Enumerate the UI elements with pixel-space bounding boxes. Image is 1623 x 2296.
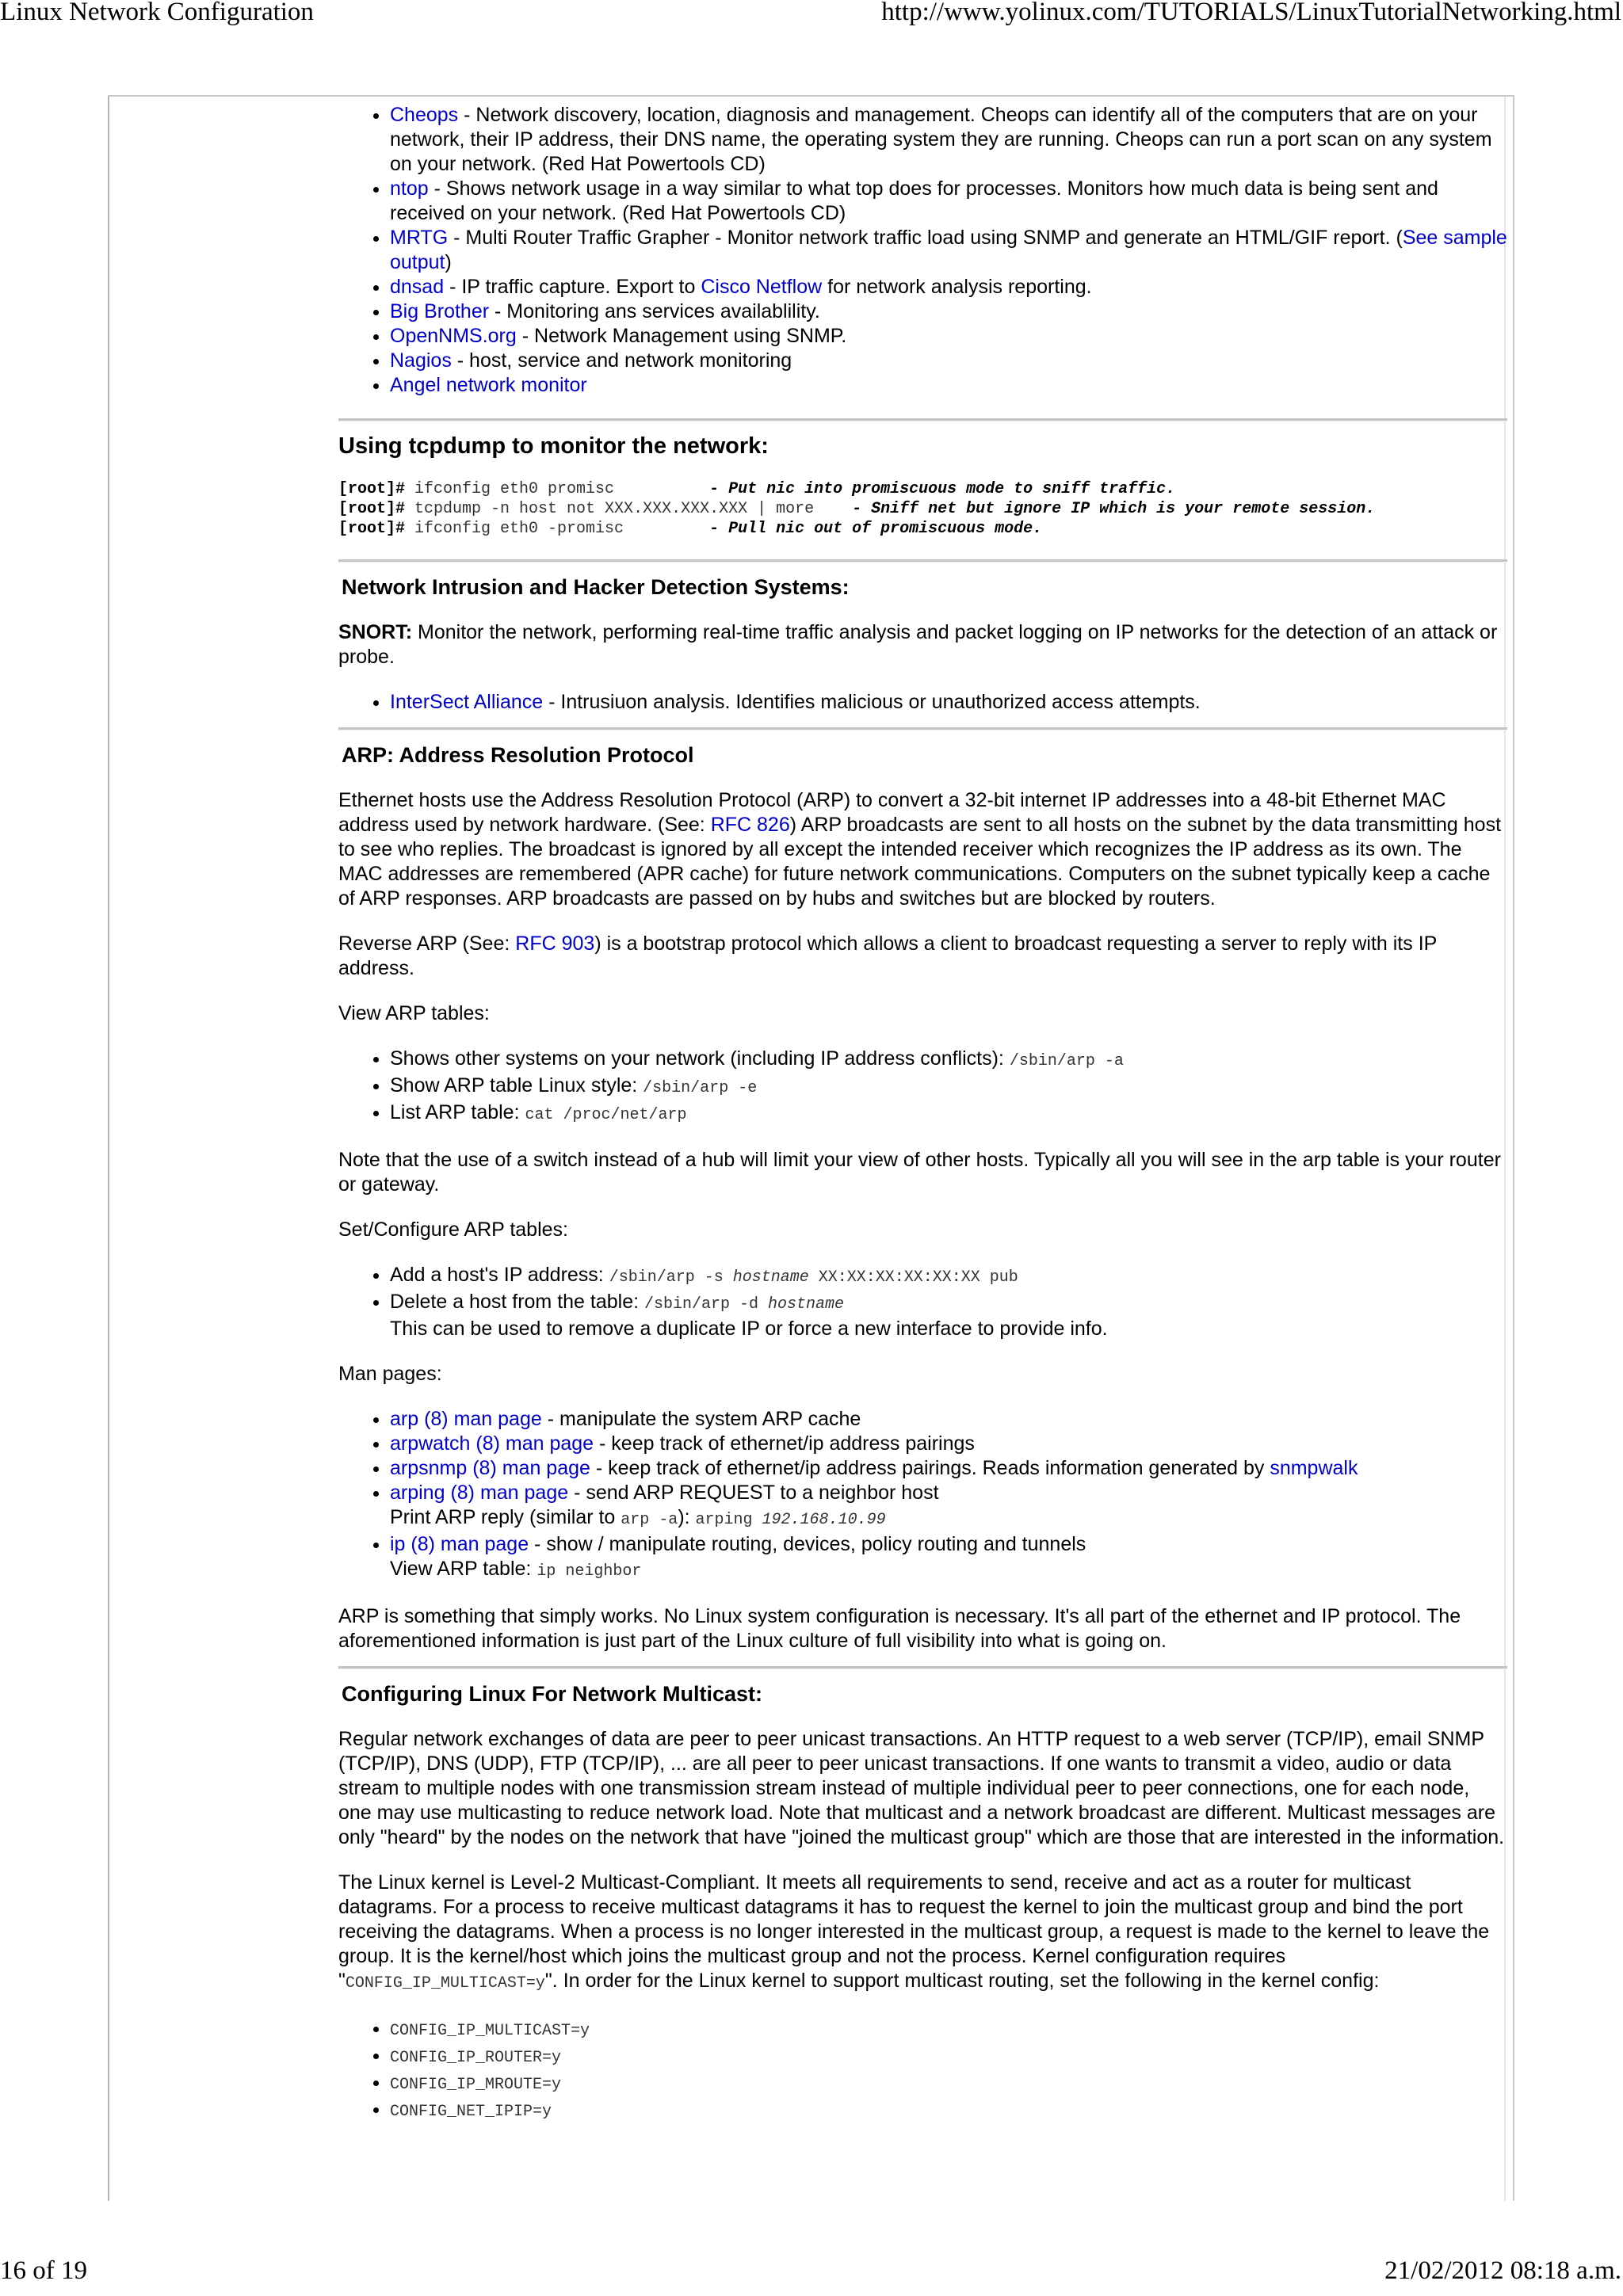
list-item-text: List ARP table: bbox=[390, 1101, 525, 1123]
rfc-826-link[interactable]: RFC 826 bbox=[710, 814, 790, 836]
arp-heading: ARP: Address Resolution Protocol bbox=[342, 743, 694, 767]
code-comment: - Sniff net but ignore IP which is your remote session. bbox=[852, 500, 1376, 518]
section-divider bbox=[338, 418, 1507, 421]
tcpdump-code-block bbox=[338, 479, 1507, 539]
paragraph-text: The Linux kernel is Level-2 Multicast-Compliant. It meets all requirements to send, receive and act as a router for multicast datagrams. For a process to receive multicast datagrams it has to request the kernel to join the multicast group and bind the port receiving the datagrams. When a process is no longer interested in the multicast group, a request is made to the kernel to leave the group. It is the kernel/host which joins the multicast group and not the process. Kernel configuration requires " bbox=[338, 1871, 1490, 1992]
list-item bbox=[390, 1047, 1507, 1074]
multicast-heading: Configuring Linux For Network Multicast: bbox=[342, 1682, 762, 1706]
snmpwalk-link[interactable]: snmpwalk bbox=[1270, 1457, 1358, 1479]
list-item-text: - show / manipulate routing, devices, policy routing and tunnels bbox=[529, 1533, 1086, 1555]
list-item-text: - send ARP REQUEST to a neighbor host bbox=[568, 1482, 939, 1504]
list-item-text: Add a host's IP address: bbox=[390, 1264, 609, 1286]
list-item bbox=[390, 1532, 1507, 1584]
print-footer-page: 16 of 19 bbox=[0, 2256, 87, 2285]
list-item-text: - Network discovery, location, diagnosis and management. Cheops can identify all of the computers that are on your network, their IP address, their DNS name, the operating system they are running. Cheops can run a port scan on any system on your network. (Red Hat Powertools CD) bbox=[390, 104, 1492, 175]
code-comment: - Put nic into promiscuous mode to sniff traffic. bbox=[709, 480, 1176, 498]
paragraph-text: ". In order for the Linux kernel to support multicast routing, set the following in the kernel config: bbox=[544, 1970, 1380, 1992]
shell-command: ifconfig eth0 -promisc bbox=[405, 520, 710, 538]
list-item bbox=[390, 1290, 1507, 1341]
list-item-subtext: Print ARP reply (similar to arp -a): arping 192.168.10.99 bbox=[390, 1506, 886, 1529]
paragraph-text: ) ARP broadcasts are sent to all hosts on the subnet by the data transmitting host to see who replies. The broadcast is ignored by all except the intended receiver which recognizes the IP address as its own. The MAC addresses are remembered (APR cache) for future network communications. Computers on the subnet typically keep a cache of ARP responses. ARP broadcasts are passed on by hubs and switches but are blocked by routers. bbox=[338, 814, 1502, 910]
print-header-url: http://www.yolinux.com/TUTORIALS/LinuxTutorialNetworking.html bbox=[881, 0, 1621, 26]
list-item-text: ) bbox=[445, 251, 452, 273]
arp-paragraph-1 bbox=[338, 788, 1507, 911]
arp-paragraph-2 bbox=[338, 932, 1507, 981]
list-item bbox=[390, 299, 1507, 324]
intrusion-heading: Network Intrusion and Hacker Detection Systems: bbox=[342, 575, 850, 599]
list-item-text: - Multi Router Traffic Grapher - Monitor network traffic load using SNMP and generate an HTML/GIF report. ( bbox=[448, 227, 1403, 249]
list-item-text: - keep track of ethernet/ip address pairings bbox=[594, 1432, 975, 1455]
big-brother-link[interactable]: Big Brother bbox=[390, 300, 490, 322]
shell-prompt: [root]# bbox=[338, 520, 406, 538]
list-item bbox=[390, 1456, 1507, 1481]
shell-prompt: [root]# bbox=[338, 480, 406, 498]
opennms-link[interactable]: OpenNMS.org bbox=[390, 325, 517, 347]
set-arp-label: Set/Configure ARP tables: bbox=[338, 1219, 568, 1241]
inline-code: /sbin/arp -s hostname XX:XX:XX:XX:XX:XX pub bbox=[609, 1268, 1018, 1287]
list-item-text: - Shows network usage in a way similar to what top does for processes. Monitors how much data is being sent and received on your network. (Red Hat Powertools CD) bbox=[390, 177, 1438, 224]
paragraph-text: Ethernet hosts use the Address Resolution Protocol (ARP) to convert a 32-bit internet IP addresses into a 48-bit Ethernet MAC address used by network hardware. (See: bbox=[338, 789, 1446, 836]
page-content bbox=[338, 95, 1507, 2203]
list-item bbox=[390, 349, 1507, 373]
man-pages-label: Man pages: bbox=[338, 1363, 442, 1385]
list-item-text: for network analysis reporting. bbox=[822, 276, 1092, 298]
code-comment: - Pull nic out of promiscuous mode. bbox=[709, 520, 1043, 538]
print-header-title: Linux Network Configuration bbox=[0, 0, 314, 26]
list-item-text: Shows other systems on your network (including IP address conflicts): bbox=[390, 1047, 1010, 1070]
nagios-link[interactable]: Nagios bbox=[390, 349, 452, 372]
left-column-border bbox=[108, 97, 109, 2201]
list-item bbox=[390, 2043, 1507, 2070]
list-item bbox=[390, 1432, 1507, 1456]
arpsnmp-man-page-link[interactable]: arpsnmp (8) man page bbox=[390, 1457, 590, 1479]
list-item bbox=[390, 1074, 1507, 1100]
view-arp-label: View ARP tables: bbox=[338, 1002, 490, 1024]
inline-code: CONFIG_IP_MROUTE=y bbox=[390, 2076, 562, 2094]
multicast-paragraph-2 bbox=[338, 1871, 1507, 1996]
monitor-tools-list bbox=[338, 103, 1507, 398]
inline-code: CONFIG_IP_MULTICAST=y bbox=[345, 1974, 545, 1993]
list-item bbox=[390, 177, 1507, 226]
list-item bbox=[390, 2016, 1507, 2043]
shell-command: tcpdump -n host not XXX.XXX.XXX.XXX | more bbox=[405, 500, 853, 518]
arpwatch-man-page-link[interactable]: arpwatch (8) man page bbox=[390, 1432, 594, 1455]
right-column-border bbox=[1513, 97, 1514, 2201]
view-arp-list bbox=[338, 1047, 1507, 1127]
list-item bbox=[390, 690, 1507, 715]
arp-closing-paragraph: ARP is something that simply works. No Linux system configuration is necessary. It's all part of the ethernet and IP protocol. The aforementioned information is just part of the Linux culture of full visibility into what is going on. bbox=[338, 1605, 1461, 1652]
list-item bbox=[390, 103, 1507, 177]
inline-code: CONFIG_NET_IPIP=y bbox=[390, 2103, 552, 2121]
list-item bbox=[390, 2070, 1507, 2097]
print-footer-datetime: 21/02/2012 08:18 a.m. bbox=[1384, 2256, 1621, 2285]
section-divider bbox=[338, 727, 1507, 730]
shell-prompt: [root]# bbox=[338, 500, 406, 518]
list-item bbox=[390, 1263, 1507, 1290]
list-item bbox=[390, 324, 1507, 349]
list-item-text: - host, service and network monitoring bbox=[451, 349, 792, 372]
list-item bbox=[390, 275, 1507, 299]
paragraph-text: ) is a bootstrap protocol which allows a client to broadcast requesting a server to reply with its IP address. bbox=[338, 933, 1437, 979]
list-item bbox=[390, 2097, 1507, 2124]
clipped-previous-line bbox=[338, 95, 1507, 98]
list-item-text: - manipulate the system ARP cache bbox=[541, 1408, 861, 1430]
list-item-text: Show ARP table Linux style: bbox=[390, 1074, 643, 1097]
arping-man-page-link[interactable]: arping (8) man page bbox=[390, 1482, 569, 1504]
arp-man-page-link[interactable]: arp (8) man page bbox=[390, 1408, 542, 1430]
mrtg-sample-output-link[interactable]: See sample output bbox=[390, 227, 1507, 273]
section-divider bbox=[338, 559, 1507, 563]
section-divider bbox=[338, 1666, 1507, 1669]
angel-network-monitor-link[interactable]: Angel network monitor bbox=[390, 374, 587, 396]
cisco-netflow-link[interactable]: Cisco Netflow bbox=[701, 276, 823, 298]
list-item-text: - IP traffic capture. Export to bbox=[444, 276, 701, 298]
list-item-text: - Intrusiuon analysis. Identifies malicious or unauthorized access attempts. bbox=[543, 691, 1201, 713]
list-item bbox=[390, 226, 1507, 275]
tcpdump-heading: Using tcpdump to monitor the network: bbox=[338, 433, 769, 459]
list-item bbox=[390, 1100, 1507, 1127]
inline-code: cat /proc/net/arp bbox=[525, 1106, 687, 1124]
shell-command: ifconfig eth0 promisc bbox=[405, 480, 710, 498]
list-item-subtext: This can be used to remove a duplicate IP or force a new interface to provide info. bbox=[390, 1318, 1108, 1340]
inline-code: /sbin/arp -d hostname bbox=[644, 1295, 845, 1314]
snort-text: Monitor the network, performing real-time traffic analysis and packet logging on IP networks for the detection of an attack or probe. bbox=[338, 621, 1498, 668]
dnsad-link[interactable]: dnsad bbox=[390, 276, 445, 298]
man-pages-list bbox=[338, 1407, 1507, 1584]
switch-note: Note that the use of a switch instead of a hub will limit your view of other hosts. Typically all you will see in the arp table is your router or gateway. bbox=[338, 1149, 1501, 1196]
list-item-text: - Monitoring ans services availablility. bbox=[489, 300, 820, 322]
kernel-config-list bbox=[338, 2016, 1507, 2124]
list-item bbox=[390, 373, 1507, 398]
set-arp-list bbox=[338, 1263, 1507, 1341]
inline-code: /sbin/arp -a bbox=[1009, 1052, 1124, 1070]
snort-paragraph bbox=[338, 620, 1507, 669]
list-item-text: - keep track of ethernet/ip address pairings. Reads information generated by bbox=[590, 1457, 1270, 1479]
cheops-link[interactable]: Cheops bbox=[390, 104, 459, 126]
ip-man-page-link[interactable]: ip (8) man page bbox=[390, 1533, 529, 1555]
snort-label: SNORT: bbox=[338, 621, 413, 643]
rfc-903-link[interactable]: RFC 903 bbox=[515, 933, 595, 955]
ntop-link[interactable]: ntop bbox=[390, 177, 429, 200]
inline-code: /sbin/arp -e bbox=[643, 1079, 758, 1097]
inline-code: CONFIG_IP_ROUTER=y bbox=[390, 2049, 562, 2067]
list-item bbox=[390, 1481, 1507, 1532]
multicast-paragraph-1: Regular network exchanges of data are peer to peer unicast transactions. An HTTP request to a web server (TCP/IP), email SNMP (TCP/IP), DNS (UDP), FTP (TCP/IP), ... are all peer to peer unicast transactions. If one wants to transmit a video, audio or data stream to multiple nodes with one transmission stream instead of multiple individual peer to peer connections, one for each node, one may use multicasting to reduce network load. Note that multicast and a network broadcast are different. Multicast messages are only "heard" by the nodes on the network that have "joined the multicast group" which are those that are interested in the information. bbox=[338, 1728, 1505, 1848]
intrusion-list bbox=[338, 690, 1507, 715]
list-item-subtext: View ARP table: ip neighbor bbox=[390, 1558, 642, 1581]
inline-code: CONFIG_IP_MULTICAST=y bbox=[390, 2022, 590, 2040]
list-item-text: - Network Management using SNMP. bbox=[516, 325, 847, 347]
list-item bbox=[390, 1407, 1507, 1432]
mrtg-link[interactable]: MRTG bbox=[390, 227, 449, 249]
paragraph-text: Reverse ARP (See: bbox=[338, 933, 516, 955]
list-item-text: Delete a host from the table: bbox=[390, 1291, 645, 1313]
intersect-alliance-link[interactable]: InterSect Alliance bbox=[390, 691, 544, 713]
